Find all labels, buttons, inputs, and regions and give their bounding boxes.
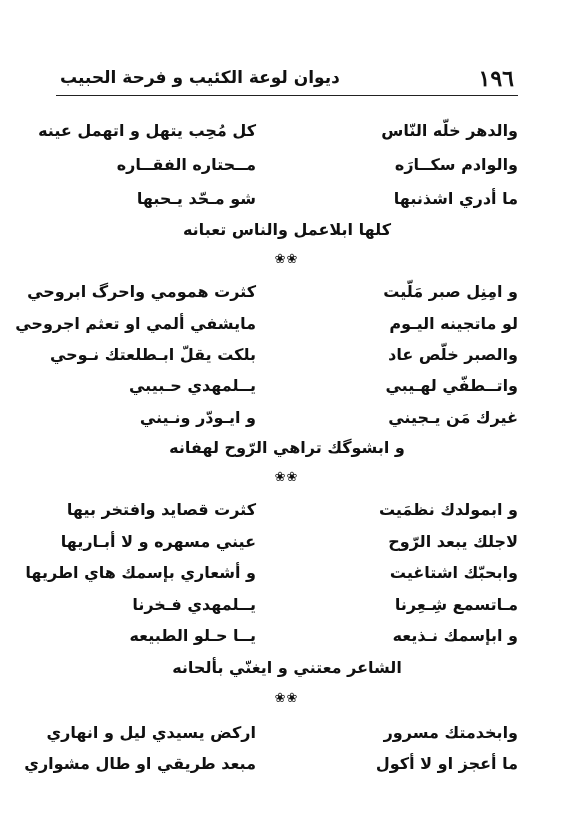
verse-first-half: و ابمولدك نظمَيت	[378, 500, 518, 519]
verse-first-half: مـاتسمع شِـعِرنا	[394, 595, 518, 614]
verse-first-half: والصبر خلّص عاد	[388, 345, 518, 364]
verse-line	[56, 500, 518, 534]
verse-first-half: لو ماتجينه اليـوم	[389, 314, 518, 333]
verse-second-half: يــا حـلو الطبيعه	[129, 626, 256, 645]
verse-line	[56, 376, 518, 410]
verse-first-half: ما أدري اشذنبها	[393, 189, 518, 208]
verse-line	[56, 408, 518, 442]
verse-first-half: و ابإسمك نـذيعه	[392, 626, 518, 645]
verse-second-half: كل مُحِب يتهل و اتهمل عينه	[38, 121, 256, 140]
verse-line	[25, 563, 518, 597]
verse-first-half: و امِنِل صبر مَلّيت	[383, 282, 518, 301]
stanza-refrain: و ابشوگك تراهي الرّوح لهفانه	[169, 438, 405, 457]
verse-line	[56, 189, 518, 223]
verse-first-half: وابخدمتك مسرور	[383, 723, 518, 742]
stanza-refrain: كلها ابلاعمل والناس تعبانه	[182, 220, 392, 239]
verse-first-half: غيرك مَن يـجيني	[388, 408, 518, 427]
verse-first-half: والوادم سكــارَه	[394, 155, 518, 174]
verse-second-half: مــحتاره الفقــاره	[116, 155, 256, 174]
verse-second-half: مبعد طريقي او طال مشواري	[24, 754, 256, 773]
verse-first-half: لاجلك يبعد الرّوح	[388, 532, 518, 551]
verse-second-half: مايشفي ألمي او تعثم اجروحي	[15, 314, 256, 333]
verse-line	[56, 532, 518, 566]
verse-line	[24, 754, 518, 788]
verse-first-half: وابحبّك اشتاغيت	[389, 563, 518, 582]
verse-line	[56, 155, 518, 189]
verse-first-half: واتــطفّي لهـيبي	[385, 376, 518, 395]
page-header	[56, 60, 518, 94]
verse-line	[38, 121, 518, 155]
verse-second-half: و أشعاري بإسمك هاي اطريها	[25, 563, 256, 582]
verse-second-half: و ايـودّر ونـيني	[139, 408, 256, 427]
flower-ornament-icon: ❀❀	[274, 691, 299, 706]
stanza-refrain: الشاعر معتني و ايغنّي بألحانه	[172, 658, 402, 677]
verse-second-half: بلكت يقلّ ابـطلعتك نـوحي	[49, 345, 256, 364]
flower-ornament-icon: ❀❀	[274, 252, 299, 267]
verse-second-half: كثرت همومي واحرگ ابروحي	[27, 282, 256, 301]
verse-second-half: يــلمهدي حـبيبي	[128, 376, 256, 395]
verse-second-half: شو مـحّد يـحبها	[136, 189, 256, 208]
verse-first-half: ما أعجز او لا أكول	[375, 754, 518, 773]
verse-line	[56, 595, 518, 629]
verse-line	[46, 723, 518, 757]
page-number: ١٩٦	[478, 66, 514, 92]
header-divider	[56, 95, 518, 96]
verse-second-half: عيني مسهره و لا أبـاريها	[60, 532, 256, 551]
verse-second-half: كثرت قصايد وافتخر بيها	[66, 500, 256, 519]
verse-line	[56, 626, 518, 660]
verse-second-half: اركض يسيدي ليل و انهاري	[46, 723, 256, 742]
verse-second-half: يــلمهدي فـخرنا	[132, 595, 256, 614]
verse-line	[49, 345, 518, 379]
verse-line	[27, 282, 518, 316]
book-title: ديوان لوعة الكئيب و فرحة الحبيب	[60, 68, 340, 88]
flower-ornament-icon: ❀❀	[274, 470, 299, 485]
verse-line	[15, 314, 518, 348]
verse-first-half: والدهر خلّه النّاس	[381, 121, 518, 140]
